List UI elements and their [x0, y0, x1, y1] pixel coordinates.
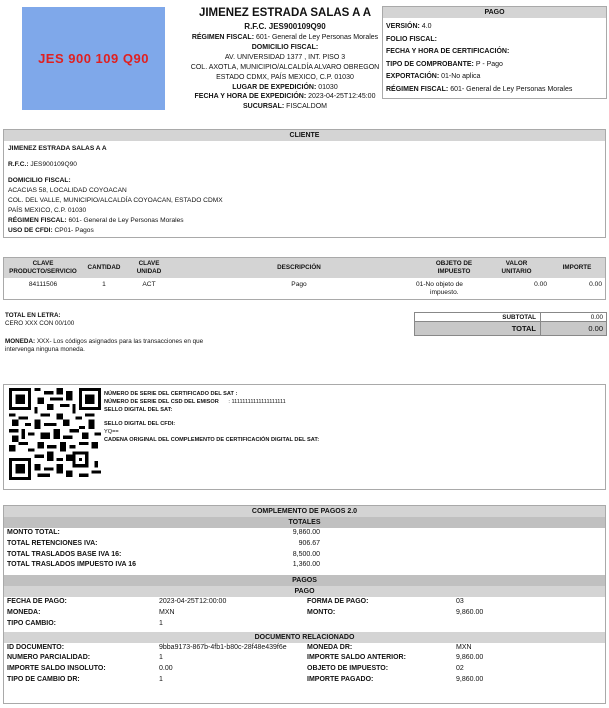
emisor-sucursal	[170, 102, 400, 112]
emisor-regimen-value: 601- General de Ley Personas Morales	[256, 34, 379, 41]
doc-row-value2: 9,860.00	[456, 675, 484, 683]
doc-row	[4, 675, 605, 686]
doc-row-label: NUMERO PARCIALIDAD:	[7, 654, 91, 662]
doc-row-value: 1	[159, 654, 163, 662]
pago-row-label: FECHA DE PAGO:	[7, 598, 67, 606]
total-row	[415, 322, 606, 335]
moneda-value-line: intervenga ninguna moneda.	[5, 346, 85, 353]
doc-row-label: TIPO DE CAMBIO DR:	[7, 675, 80, 683]
totales-value: 9,860.00	[292, 529, 320, 536]
pago-subtitle: PAGO	[4, 586, 605, 597]
totales-label: TOTAL RETENCIONES IVA:	[7, 539, 98, 547]
header-descripcion: DESCRIPCIÓN	[277, 264, 321, 271]
totales-row	[4, 560, 605, 571]
cliente-domicilio-label	[8, 176, 601, 186]
header-cantidad: CANTIDAD	[87, 264, 121, 271]
cell-importe: 0.00	[589, 281, 602, 288]
doc-row-value2: MXN	[456, 643, 472, 651]
emisor-domicilio-title: DOMICILIO FISCAL:	[251, 43, 319, 51]
emisor-lugar-label: LUGAR DE EXPEDICIÓN:	[232, 83, 317, 91]
cliente-rfc-value: JES900109Q90	[30, 161, 77, 168]
certificate-box	[3, 384, 606, 490]
total-value: 0.00	[588, 324, 603, 333]
emisor-sucursal-value: FISCALDOM	[286, 103, 328, 111]
pago-fecha-cert-label: FECHA Y HORA DE CERTIFICACIÓN:	[386, 48, 510, 55]
pago-version	[386, 21, 603, 34]
pago-row	[4, 608, 605, 619]
doc-row-value: 1	[159, 675, 163, 683]
emisor-domicilio-line: AV. UNIVERSIDAD 1377 , INT. PISO 3	[224, 53, 346, 61]
total-letra-label: TOTAL EN LETRA:	[5, 312, 61, 319]
table-row	[4, 278, 605, 300]
cliente-cfdi-value: CP01- Pagos	[54, 227, 94, 234]
emisor-regimen-label: RÉGIMEN FISCAL:	[191, 34, 255, 41]
pago-tipo-value: P - Pago	[475, 60, 503, 68]
totales-row	[4, 528, 605, 539]
emisor-regimen	[170, 33, 400, 43]
cliente-cfdi	[8, 226, 601, 236]
cliente-domicilio-line: COL. DEL VALLE, MUNICIPIO/ALCALDÍA COYOACAN, ESTADO CDMX	[8, 197, 223, 204]
cliente-rfc	[8, 160, 601, 170]
pago-tipo	[386, 59, 603, 72]
total-letra-value: CERO XXX CON 00/100	[5, 320, 75, 327]
pago-row-value: 2023-04-25T12:00:00	[159, 598, 227, 606]
cliente-box	[3, 129, 606, 238]
doc-row-value: 9bba9173-867b-4fb1-b80c-28f48e439f6e	[159, 643, 287, 651]
complemento-pagos	[3, 505, 606, 704]
certificate-text	[104, 388, 319, 444]
cliente-rfc-label: R.F.C.:	[8, 161, 29, 168]
pago-row-value: 1	[159, 619, 163, 627]
pago-fecha-cert	[386, 46, 603, 59]
header-importe: IMPORTE	[562, 264, 592, 271]
items-header	[4, 258, 605, 278]
header-objeto: OBJETO DE IMPUESTO	[435, 260, 473, 275]
doc-row-value2: 02	[456, 665, 464, 673]
totales-row	[4, 550, 605, 561]
company-logo	[22, 7, 165, 110]
subtotal-label: SUBTOTAL	[502, 314, 536, 321]
totales-label: MONTO TOTAL:	[7, 529, 60, 536]
cell-valor: 0.00	[534, 281, 547, 288]
doc-row-label2: IMPORTE PAGADO:	[307, 675, 374, 683]
pago-row-value2: 9,860.00	[456, 608, 484, 616]
emisor-fecha-value: 2023-04-25T12:45:00	[308, 93, 376, 101]
cliente-domicilio-title: DOMICILIO FISCAL:	[8, 177, 71, 184]
moneda-label: MONEDA:	[5, 338, 36, 345]
emisor-domicilio-line: ESTADO CDMX, PAÍS MEXICO, C.P. 01030	[216, 73, 354, 81]
pago-row-label2: MONTO:	[307, 608, 336, 616]
emisor-lugar	[170, 83, 400, 93]
pago-row-label: MONEDA:	[7, 608, 41, 616]
cliente-name	[8, 144, 601, 154]
pago-row-value2: 03	[456, 598, 464, 606]
items-table	[3, 257, 606, 300]
doc-row-label: ID DOCUMENTO:	[7, 643, 65, 651]
subtotal-row	[415, 313, 606, 322]
pago-folio-label: FOLIO FISCAL:	[386, 35, 437, 43]
total-label: TOTAL	[511, 324, 536, 333]
doc-row-label2: MONEDA DR:	[307, 643, 353, 651]
total-en-letra	[5, 312, 74, 328]
pago-row	[4, 597, 605, 608]
totales-label: TOTAL TRASLADOS BASE IVA 16:	[7, 550, 122, 558]
pago-regimen	[386, 84, 603, 97]
pagos-title: PAGOS	[4, 575, 605, 586]
cadena-original-label: CADENA ORIGINAL DEL COMPLEMENTO DE CERTIFICACIÓN DIGITAL DEL SAT:	[104, 437, 320, 443]
logo-text: JES 900 109 Q90	[38, 51, 149, 66]
cell-clave-unidad: ACT	[142, 281, 156, 288]
cliente-name-text: JIMENEZ ESTRADA SALAS A A	[8, 145, 107, 152]
pago-exportacion-value: 01-No aplica	[441, 73, 481, 80]
doc-row-value: 0.00	[159, 665, 173, 673]
emisor-info	[170, 5, 400, 112]
pago-version-label: VERSIÓN:	[386, 23, 420, 30]
cliente-cfdi-label: USO DE CFDI:	[8, 227, 53, 234]
pago-regimen-value: 601- General de Ley Personas Morales	[450, 85, 573, 93]
doc-row-label: IMPORTE SALDO INSOLUTO:	[7, 665, 106, 673]
pago-version-value: 4.0	[421, 23, 432, 30]
totals-box	[414, 312, 607, 336]
doc-row-value2: 9,860.00	[456, 654, 484, 662]
pago-row-value: MXN	[159, 608, 175, 616]
doc-row	[4, 664, 605, 675]
sello-sat-label: SELLO DIGITAL DEL SAT:	[104, 407, 173, 413]
header-clave-unidad: CLAVE UNIDAD	[136, 260, 162, 275]
emisor-fecha	[170, 92, 400, 102]
emisor-name: JIMENEZ ESTRADA SALAS A A	[198, 7, 372, 19]
pago-title: PAGO	[383, 7, 606, 18]
emisor-sucursal-label: SUCURSAL:	[242, 103, 285, 111]
pago-box	[382, 6, 607, 99]
complemento-title: COMPLEMENTO DE PAGOS 2.0	[4, 506, 605, 517]
cliente-domicilio-line: PAÍS MEXICO, C.P. 01030	[8, 207, 87, 214]
totales-value: 8,500.00	[292, 550, 320, 558]
pago-folio	[386, 34, 603, 47]
documento-relacionado-title: DOCUMENTO RELACIONADO	[4, 632, 605, 643]
totales-row	[4, 539, 605, 550]
doc-row-label2: OBJETO DE IMPUESTO:	[307, 665, 389, 673]
pago-row	[4, 619, 605, 630]
sello-cfdi-value: YQ==	[104, 429, 119, 435]
emisor-rfc: R.F.C. JES900109Q90	[244, 22, 326, 31]
cliente-domicilio-line: ACACIAS 58, LOCALIDAD COYOACAN	[8, 187, 127, 194]
pago-tipo-label: TIPO DE COMPROBANTE:	[386, 60, 474, 68]
totales-label: TOTAL TRASLADOS IMPUESTO IVA 16	[7, 561, 136, 569]
cell-cantidad: 1	[102, 281, 106, 288]
doc-row	[4, 643, 605, 654]
cliente-regimen	[8, 216, 601, 226]
pago-exportacion	[386, 71, 603, 84]
emisor-domicilio-label	[170, 43, 400, 53]
totales-value: 906.67	[298, 539, 320, 547]
emisor-fecha-label: FECHA Y HORA DE EXPEDICIÓN:	[194, 93, 307, 101]
moneda-value-line: XXX- Los códigos asignados para las transacciones en que	[36, 338, 204, 345]
doc-row	[4, 653, 605, 664]
header-valor: VALOR UNITARIO	[501, 260, 532, 275]
sello-cfdi-label: SELLO DIGITAL DEL CFDI:	[104, 421, 176, 427]
cell-descripcion: Pago	[291, 281, 307, 288]
pago-regimen-label: RÉGIMEN FISCAL:	[386, 85, 449, 93]
cliente-regimen-value: 601- General de Ley Personas Morales	[68, 217, 184, 224]
pago-row-label2: FORMA DE PAGO:	[307, 598, 369, 606]
cliente-title: CLIENTE	[4, 130, 605, 141]
moneda-info	[5, 338, 235, 354]
cell-objeto: 01-No objeto de impuesto.	[416, 281, 463, 296]
serie-csd-value: : 11111111111111111111	[228, 399, 286, 405]
doc-row-label2: IMPORTE SALDO ANTERIOR:	[307, 654, 406, 662]
emisor-domicilio-line: COL. AXOTLA, MUNICIPIO/ALCALDÍA ALVARO OBREGON	[190, 63, 380, 71]
cell-clave-prod: 84111506	[28, 281, 58, 288]
header-clave-prod: CLAVE PRODUCTO/SERVICIO	[9, 260, 77, 275]
subtotal-value: 0.00	[590, 314, 603, 321]
totales-title: TOTALES	[4, 517, 605, 528]
pago-row-label: TIPO CAMBIO:	[7, 619, 56, 627]
emisor-lugar-value: 01030	[318, 83, 338, 91]
serie-cert-label: NÚMERO DE SERIE DEL CERTIFICADO DEL SAT :	[104, 391, 238, 397]
pago-exportacion-label: EXPORTACIÓN:	[386, 73, 440, 80]
totales-value: 1,360.00	[292, 561, 320, 569]
qr-code-icon	[9, 388, 101, 480]
cliente-regimen-label: RÉGIMEN FISCAL:	[8, 217, 67, 224]
serie-csd-label: NÚMERO DE SERIE DEL CSD DEL EMISOR	[104, 399, 219, 405]
